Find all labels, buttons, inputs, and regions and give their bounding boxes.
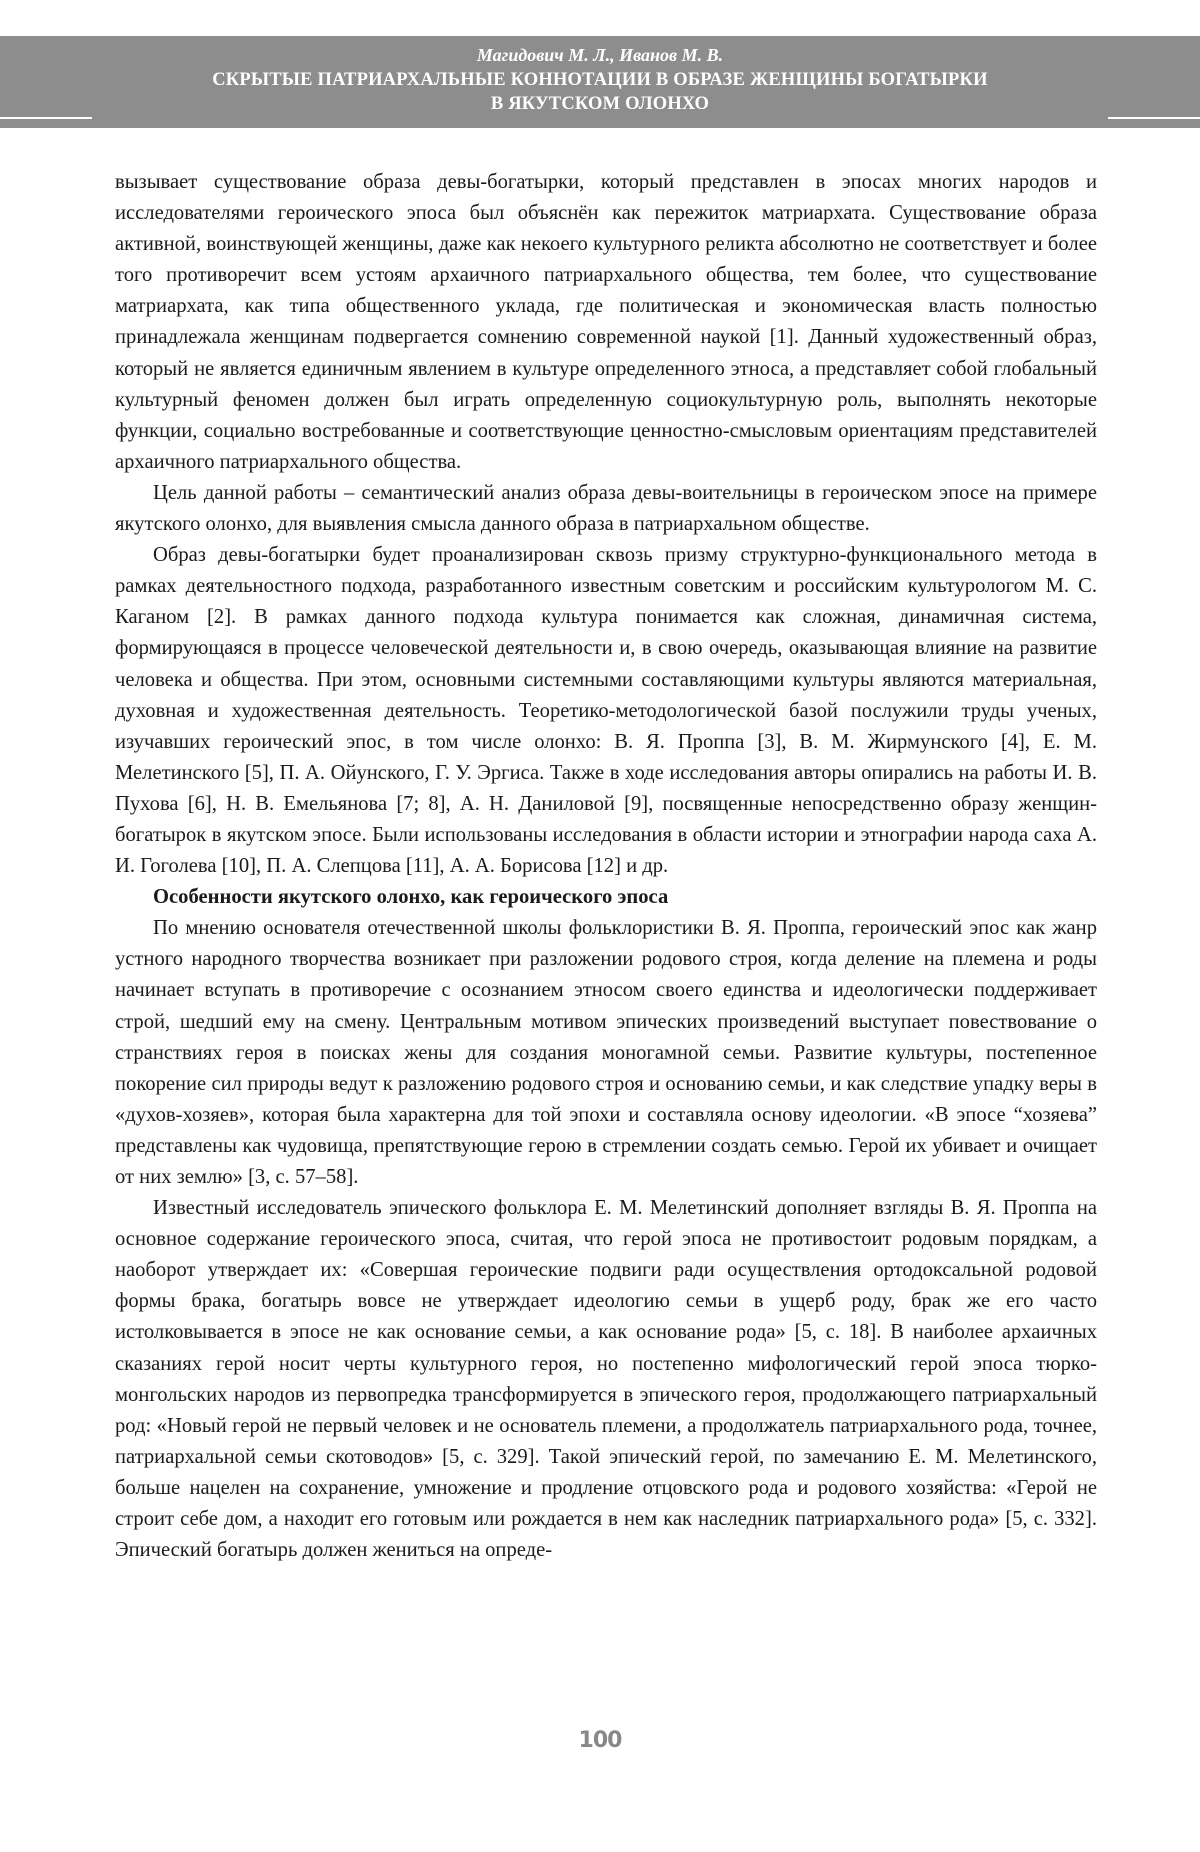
page-number: 100 <box>578 1728 622 1753</box>
paragraph-continuation: вызывает существование образа девы-богатырки, который представлен в эпосах многих народов и исследователями героического эпоса был объяснён как пережиток матриархата. Существование образа активной, воинствующей женщины, даже как некоего культурного реликта абсолютно не соответствует и более того противоречит всем устоям архаичного патриархального общества, тем более, что существование матриархата, как типа общественного уклада, где политическая и экономическая власть полностью принадлежала женщинам подвергается сомнению современной наукой [1]. Данный художественный образ, который не является единичным явлением в культуре определенного этноса, а представляет собой глобальный культурный феномен должен был играть определенную социокультурную роль, выполнять некоторые функции, социально востребованные и соответствующие ценностно-смысловым ориентациям представителей архаичного патриархального общества. <box>115 171 1097 473</box>
section-heading: Особенности якутского олонхо, как героического эпоса <box>153 886 669 909</box>
article-body <box>115 167 1097 1566</box>
header-title-line2: В ЯКУТСКОМ ОЛОНХО <box>490 94 710 114</box>
header-title <box>140 68 1060 116</box>
header-title-line1: СКРЫТЫЕ ПАТРИАРХАЛЬНЫЕ КОННОТАЦИИ В ОБРАЗЕ ЖЕНЩИНЫ БОГАТЫРКИ <box>212 70 988 90</box>
header-authors: Магидович М. Л., Иванов М. В. <box>476 45 724 65</box>
paragraph-propp: По мнению основателя отечественной школы фольклористики В. Я. Проппа, героический эпос как жанр устного народного творчества возникает при разложении родового строя, когда деление на племена и роды начинает вступать в противоречие с осознанием этносом своего единства и идеологически поддерживает строй, шедший ему на смену. Центральным мотивом эпических произведений выступает повествование о странствиях героя в поисках жены для создания моногамной семьи. Развитие культуры, постепенное покорение сил природы ведут к разложению родового строя и основанию семьи, и как следствие упадку веры в «духов-хозяев», которая была характерна для той эпохи и составляла основу идеологии. «В эпосе “хозяева” представлены как чудовища, препятствующие герою в стремлении создать семью. Герой их убивает и очищает от них землю» [3, с. 57–58]. <box>115 917 1097 1188</box>
paragraph-goal: Цель данной работы – семантический анализ образа девы-воительницы в героическом эпосе на примере якутского олонхо, для выявления смысла данного образа в патриархальном обществе. <box>115 481 1097 536</box>
header-rule-left <box>0 117 92 119</box>
paragraph-meletinsky: Известный исследователь эпического фольклора Е. М. Мелетинский дополняет взгляды В. Я. Проппа на основное содержание героического эпоса, считая, что герой эпоса не противостоит родовым порядкам, а наоборот утверждает их: «Совершая героические подвиги ради осуществления ортодоксальной родовой формы брака, богатырь вовсе не утверждает идеологию семьи в ущерб роду, брак же его часто истолковывается в эпосе не как основание семьи, а как основание рода» [5, с. 18]. В наиболее архаичных сказаниях герой носит черты культурного героя, но постепенно мифологический герой эпоса тюрко-монгольских народов из первопредка трансформируется в эпического героя, продолжающего патриархальный род: «Новый герой не первый человек и не основатель племени, а продолжатель патриархального рода, точнее, патриархальной семьи скотоводов» [5, с. 329]. Такой эпический герой, по замечанию Е. М. Мелетинского, больше нацелен на сохранение, умножение и продление отцовского рода и родового хозяйства: «Герой не строит себе дом, а находит его готовым или рождается в нем как наследник патриархального рода» [5, с. 332]. Эпический богатырь должен жениться на опреде- <box>115 1197 1097 1562</box>
header-rule-right <box>1108 117 1200 119</box>
paragraph-method: Образ девы-богатырки будет проанализирован сквозь призму структурно-функционального метода в рамках деятельностного подхода, разработанного известным советским и российским культурологом М. С. Каганом [2]. В рамках данного подхода культура понимается как сложная, динамичная система, формирующаяся в процессе человеческой деятельности и, в свою очередь, оказывающая влияние на развитие человека и общества. При этом, основными системными составляющими культуры являются материальная, духовная и художественная деятельность. Теоретико-методологической базой послужили труды ученых, изучавших героический эпос, в том числе олонхо: В. Я. Проппа [3], В. М. Жирмунского [4], Е. М. Мелетинского [5], П. А. Ойунского, Г. У. Эргиса. Также в ходе исследования авторы опирались на работы И. В. Пухова [6], Н. В. Емельянова [7; 8], А. Н. Даниловой [9], посвященные непосредственно образу женщин-богатырок в якутском эпосе. Были использованы исследования в области истории и этнографии народа саха А. И. Гоголева [10], П. А. Слепцова [11], А. А. Борисова [12] и др. <box>115 544 1097 878</box>
